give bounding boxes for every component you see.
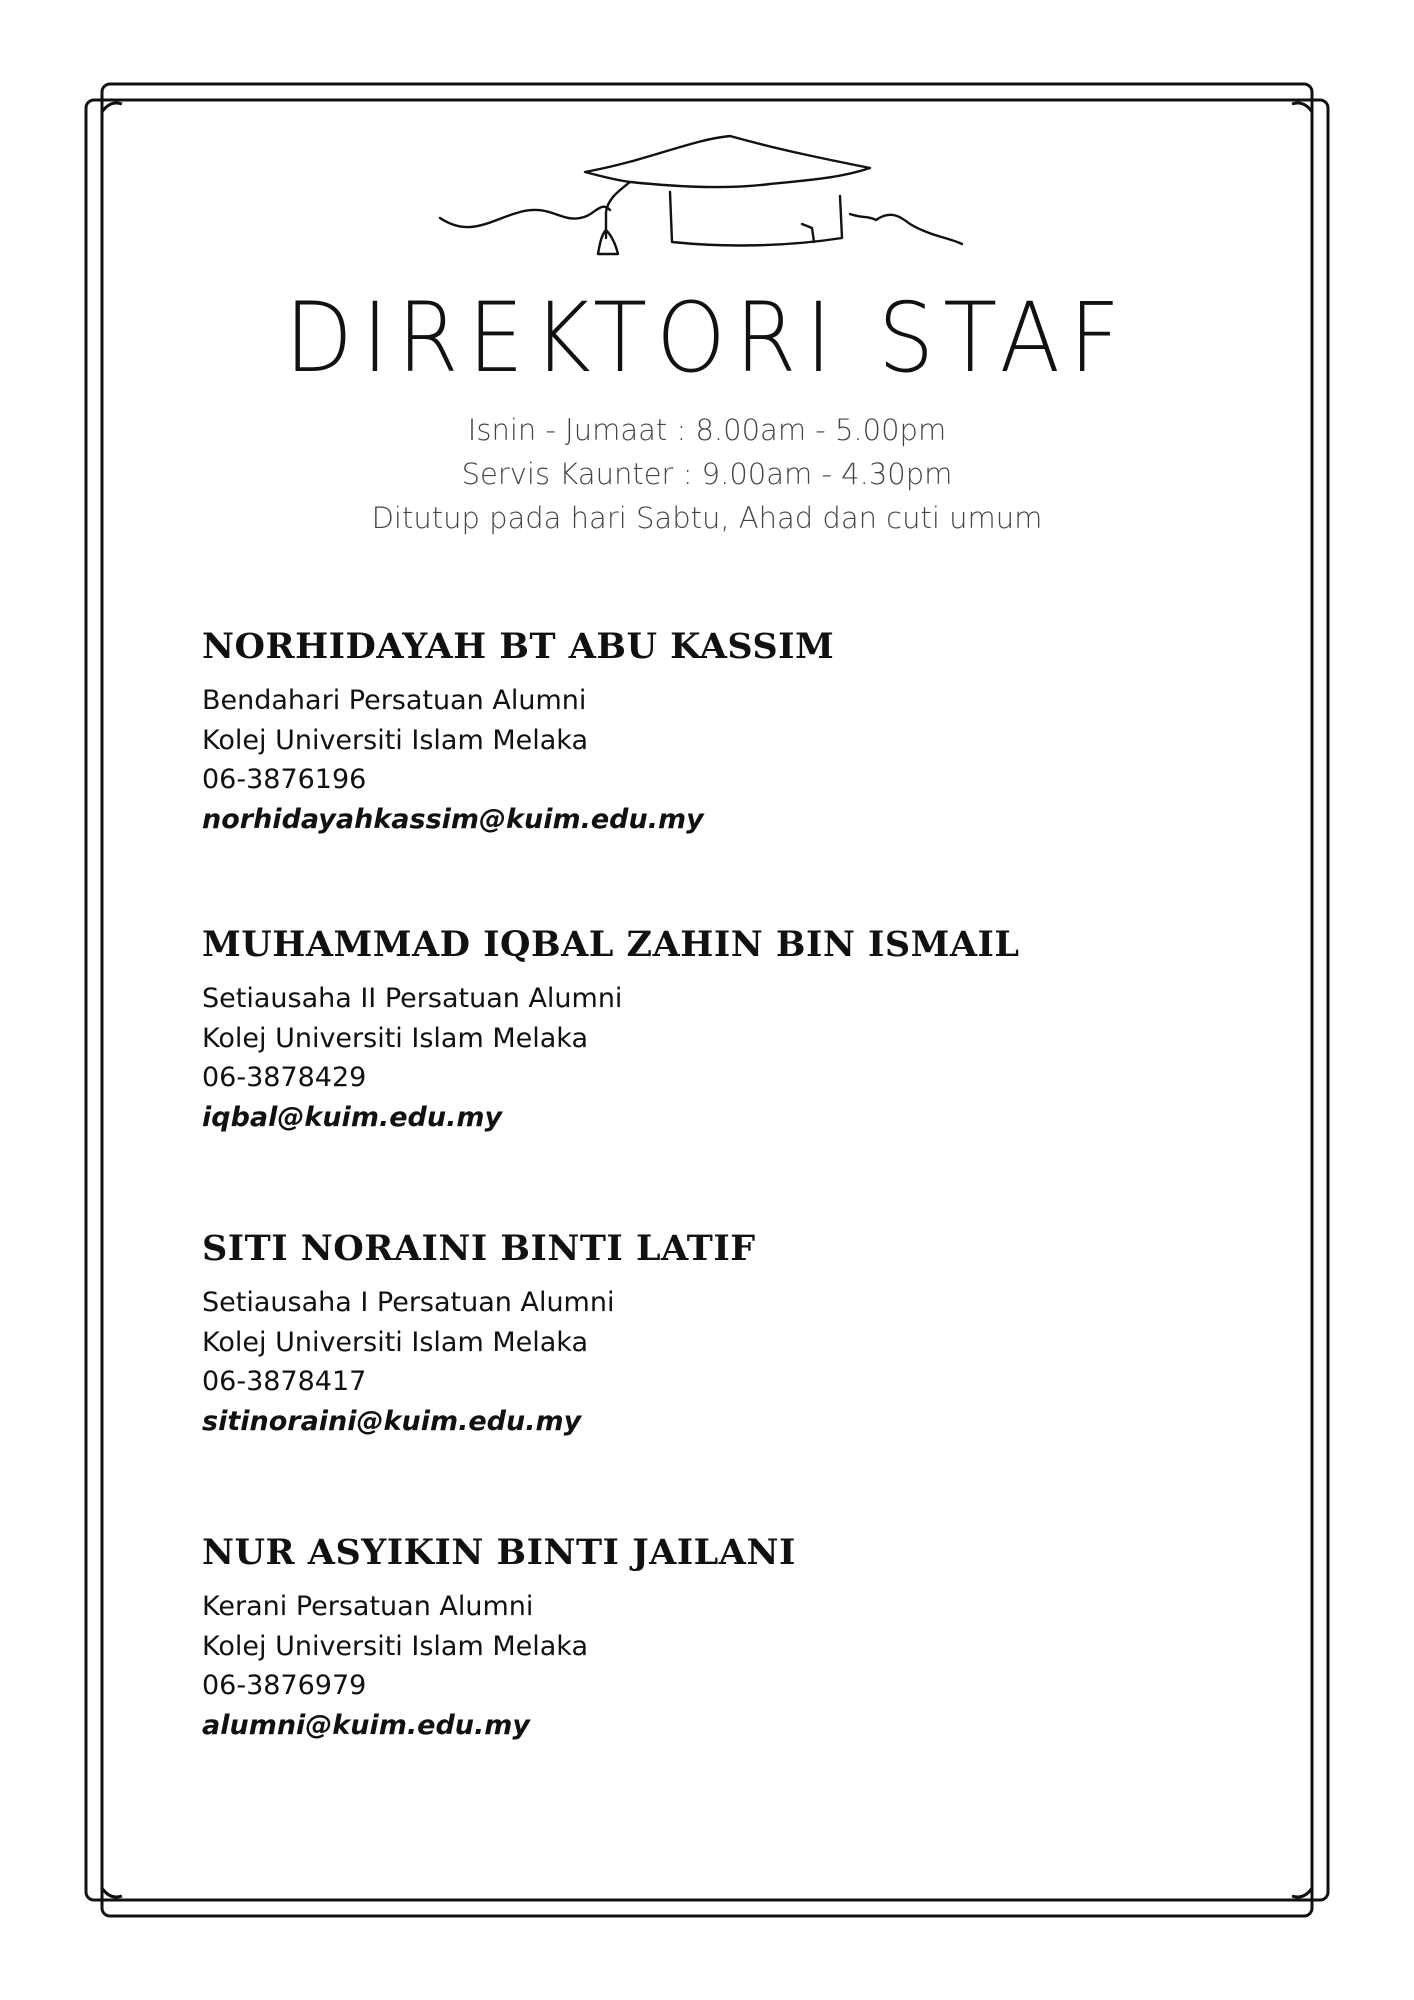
staff-name: MUHAMMAD IQBAL ZAHIN BIN ISMAIL xyxy=(202,924,1020,965)
staff-entry xyxy=(202,924,1202,1137)
staff-entry xyxy=(202,1532,1202,1745)
hours-weekday: Isnin - Jumaat : 8.00am - 5.00pm xyxy=(467,413,947,447)
staff-name: NORHIDAYAH BT ABU KASSIM xyxy=(202,626,835,667)
staff-position: Bendahari Persatuan Alumni xyxy=(202,685,587,716)
staff-name: SITI NORAINI BINTI LATIF xyxy=(202,1228,756,1269)
staff-name: NUR ASYIKIN BINTI JAILANI xyxy=(202,1532,796,1573)
staff-position: Setiausaha I Persatuan Alumni xyxy=(202,1287,615,1318)
staff-position: Kerani Persatuan Alumni xyxy=(202,1591,534,1622)
staff-entry xyxy=(202,1228,1202,1441)
staff-phone: 06-3876979 xyxy=(202,1670,367,1701)
staff-email[interactable]: norhidayahkassim@kuim.edu.my xyxy=(202,803,704,835)
staff-email[interactable]: alumni@kuim.edu.my xyxy=(202,1709,530,1741)
office-hours xyxy=(0,408,1414,540)
staff-email[interactable]: iqbal@kuim.edu.my xyxy=(202,1101,503,1133)
staff-email[interactable]: sitinoraini@kuim.edu.my xyxy=(202,1405,582,1437)
staff-institution: Kolej Universiti Islam Melaka xyxy=(202,1022,589,1054)
staff-institution: Kolej Universiti Islam Melaka xyxy=(202,1326,589,1358)
staff-phone: 06-3876196 xyxy=(202,764,367,795)
staff-institution: Kolej Universiti Islam Melaka xyxy=(202,724,589,756)
page-title: DIREKTORI STAF xyxy=(284,282,1130,394)
staff-entry xyxy=(202,626,1202,839)
hours-closed: Ditutup pada hari Sabtu, Ahad dan cuti umum xyxy=(371,501,1043,535)
staff-institution: Kolej Universiti Islam Melaka xyxy=(202,1630,589,1662)
hours-counter: Servis Kaunter : 9.00am - 4.30pm xyxy=(461,457,953,491)
staff-phone: 06-3878417 xyxy=(202,1366,367,1397)
staff-phone: 06-3878429 xyxy=(202,1062,367,1093)
staff-position: Setiausaha II Persatuan Alumni xyxy=(202,983,623,1014)
graduation-cap-icon xyxy=(430,120,990,270)
